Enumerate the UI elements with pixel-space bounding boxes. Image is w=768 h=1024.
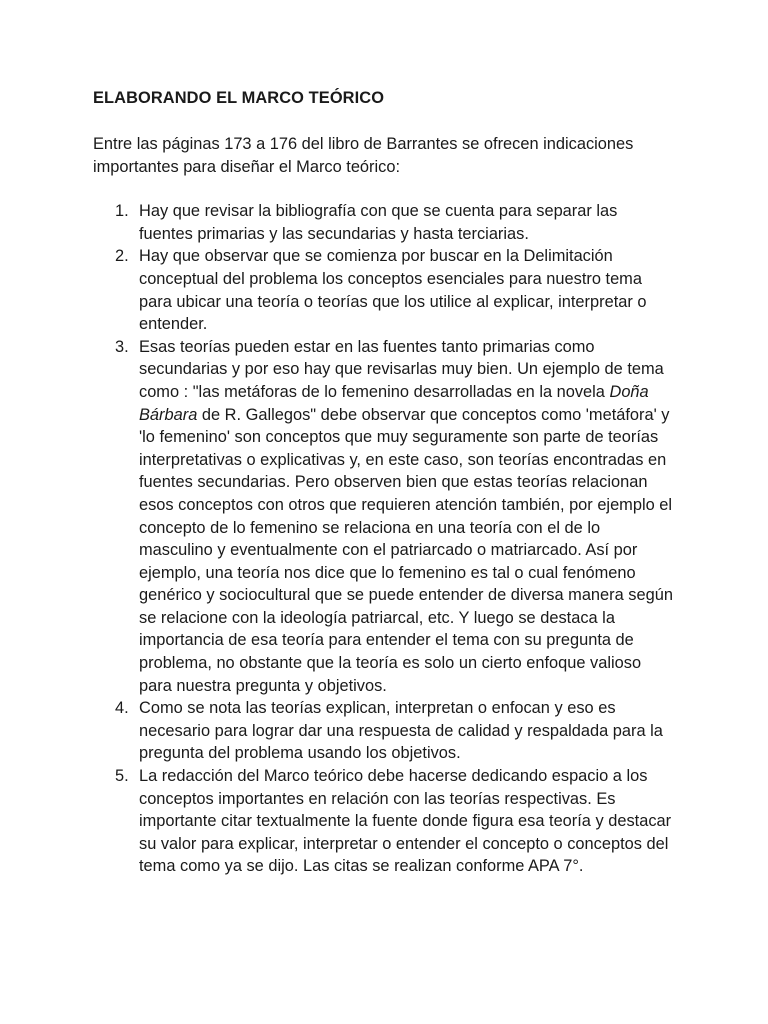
list-item-number: 4.: [115, 699, 129, 718]
list-item: [93, 697, 673, 765]
list-item-text: [139, 338, 673, 695]
list-item: [93, 765, 673, 878]
list-item-text-part: Esas teorías pueden estar en las fuentes tanto primarias como secundarias y por eso hay que revisarlas muy bien. Un ejemplo de tema como : "las metáforas de lo femenino desarrolladas en la novela: [139, 337, 664, 401]
list-item-text: Hay que revisar la bibliografía con que se cuenta para separar las fuentes primarias y las secundarias y hasta terciarias.: [139, 202, 618, 243]
list-item-number: 1.: [115, 202, 129, 221]
document-title: ELABORANDO EL MARCO TEÓRICO: [93, 89, 385, 107]
list-item-text: Hay que observar que se comienza por buscar en la Delimitación conceptual del problema los conceptos esenciales para nuestro tema para ubicar una teoría o teorías que los utilice al explicar, interpretar o entender.: [139, 247, 647, 334]
list-item: [93, 336, 673, 698]
list-item-text: La redacción del Marco teórico debe hacerse dedicando espacio a los conceptos importantes en relación con las teorías respectivas. Es importante citar textualmente la fuente donde figura esa teoría y destacar su valor para explicar, interpretar o entender el concepto o conceptos del tema como ya se dijo. Las citas se realizan conforme APA 7°.: [139, 767, 672, 876]
intro-paragraph: Entre las páginas 173 a 176 del libro de Barrantes se ofrecen indicaciones importantes para diseñar el Marco teórico:: [93, 135, 634, 176]
list-item: [93, 200, 673, 245]
list-item-number: 5.: [115, 767, 129, 786]
list-item: [93, 245, 673, 335]
novel-title: Doña Bárbara: [139, 382, 649, 424]
numbered-list: [93, 200, 673, 878]
list-item-number: 2.: [115, 247, 129, 266]
list-item-text-part: de R. Gallegos" debe observar que conceptos como 'metáfora' y 'lo femenino' son conceptos que muy seguramente son parte de teorías interpretativas o explicativas y, en este caso, son teorías encontradas en fuentes secundarias. Pero observen bien que estas teorías relacionan esos conceptos con otros que requieren atención también, por ejemplo el concepto de lo femenino se relaciona en una teoría con el de lo masculino y eventualmente con el patriarcado o matriarcado. Así por ejemplo, una teoría nos dice que lo femenino es tal o cual fenómeno genérico y sociocultural que se puede entender de diversa manera según se relacione con la ideología patriarcal, etc. Y luego se destaca la importancia de esa teoría para entender el tema con su pregunta de problema, no obstante que la teoría es solo un cierto enfoque valioso para nuestra pregunta y objetivos.: [139, 405, 673, 695]
list-item-number: 3.: [115, 337, 129, 356]
list-item-text: Como se nota las teorías explican, interpretan o enfocan y eso es necesario para lograr dar una respuesta de calidad y respaldada para la pregunta del problema usando los objetivos.: [139, 699, 663, 763]
